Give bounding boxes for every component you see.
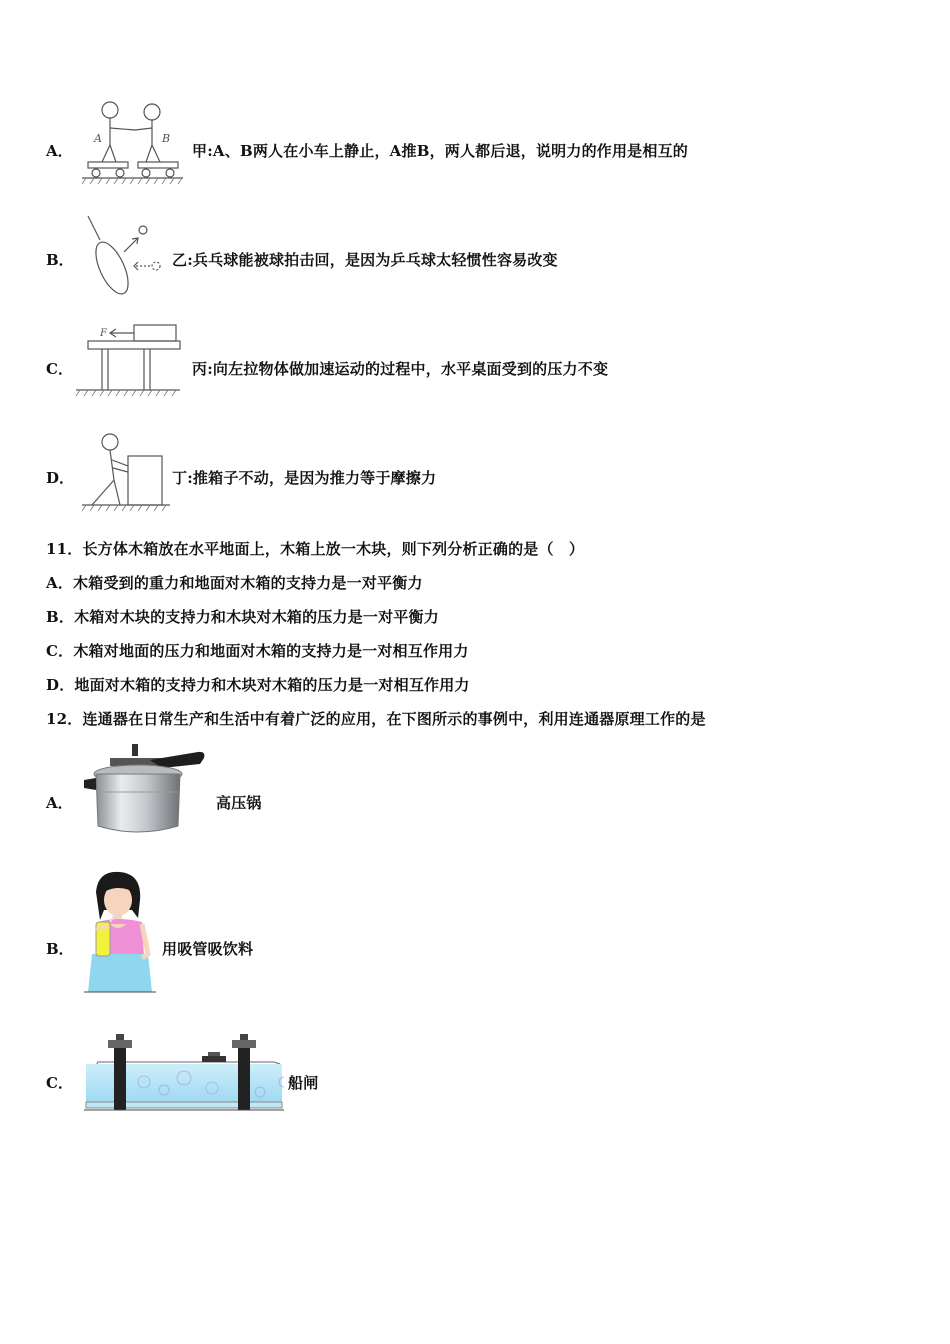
option-letter: B． [46, 251, 74, 269]
block-on-table-figure [74, 320, 184, 400]
option-b: B．木箱对木块的支持力和木块对木箱的压力是一对平衡力 [46, 608, 439, 626]
figure-label-f: F [100, 328, 107, 339]
figure-label-b: B [162, 132, 171, 145]
two-people-on-carts-figure [80, 100, 185, 190]
option-text: 甲:A、B两人在小车上静止，A推B，两人都后退，说明力的作用是相互的 [192, 142, 688, 160]
girl-drinking-straw-figure [84, 870, 156, 996]
question-stem: 12．连通器在日常生产和生活中有着广泛的应用，在下图所示的事例中，利用连通器原理工作的是 [46, 710, 706, 728]
option-text: 丙:向左拉物体做加速运动的过程中，水平桌面受到的压力不变 [192, 360, 609, 378]
option-letter: C． [46, 1074, 73, 1092]
option-letter: D． [46, 469, 75, 487]
person-pushing-box-figure [78, 430, 173, 515]
option-text: 用吸管吸饮料 [162, 940, 254, 958]
question-stem: 11．长方体木箱放在水平地面上，木箱上放一木块，则下列分析正确的是（ ） [46, 540, 585, 558]
option-letter: B． [46, 940, 74, 958]
option-d: D．地面对木箱的支持力和木块对木箱的压力是一对相互作用力 [46, 676, 470, 694]
option-letter: A． [46, 794, 73, 812]
option-letter: A． [46, 142, 73, 160]
option-text: 高压锅 [216, 794, 262, 812]
option-text: 丁:推箱子不动，是因为推力等于摩擦力 [172, 469, 437, 487]
option-c: C．木箱对地面的压力和地面对木箱的支持力是一对相互作用力 [46, 642, 469, 660]
option-text: 乙:兵乓球能被球拍击回，是因为乒乓球太轻惯性容易改变 [172, 251, 558, 269]
ship-lock-figure [84, 1034, 284, 1120]
pressure-cooker-figure [80, 742, 208, 838]
option-a: A．木箱受到的重力和地面对木箱的支持力是一对平衡力 [46, 574, 423, 592]
option-letter: C． [46, 360, 73, 378]
option-text: 船闸 [288, 1074, 319, 1092]
paddle-ball-figure [80, 212, 170, 302]
figure-label-a: A [94, 132, 102, 145]
